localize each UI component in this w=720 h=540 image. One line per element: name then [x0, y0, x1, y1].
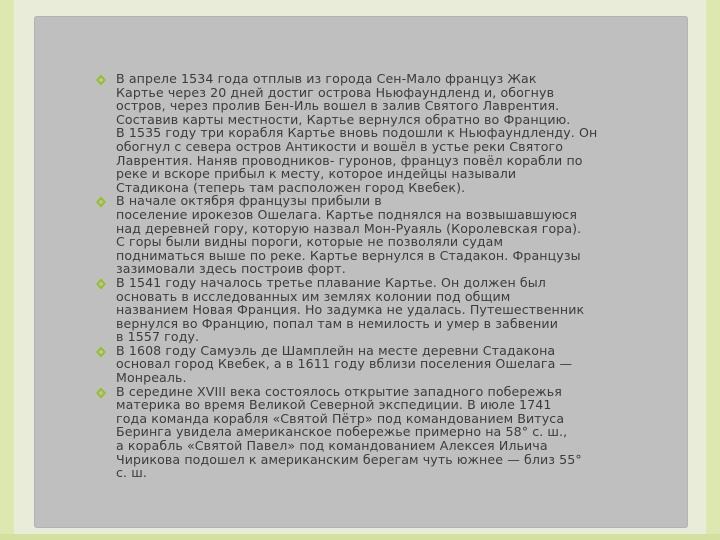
diamond-bullet-icon — [94, 277, 108, 291]
list-item-text: В середине XVIII века состоялось открытие западного побережья материка во время Великой Северной экспедиции. В июле 1741 года команда корабля «Святой Пётр» под командованием Витуса Беринга увидела американское побережье примерно на 58° с. ш., а корабль «Святой Павел» под командованием Алексея Ильича Чирикова подошел к американским берегам чуть южнее — близ 55° с. ш. — [116, 383, 582, 481]
list-item — [84, 276, 614, 344]
list-item — [84, 194, 614, 276]
left-decorative-band — [0, 0, 14, 540]
diamond-bullet-icon — [94, 73, 108, 87]
list-item-text: В 1541 году началось третье плавание Картье. Он должен был основать в исследованных им землях колонии под общим названием Новая Франция. Но задумка не удалась. Путешественник вернулся во Францию, попал там в немилость и умер в забвении в 1557 году. — [116, 274, 585, 345]
bottom-decorative-band — [0, 534, 720, 540]
list-item — [84, 344, 614, 385]
list-item — [84, 72, 614, 194]
right-decorative-band — [706, 0, 720, 540]
list-item-text: В апреле 1534 года отплыв из города Сен-Мало француз Жак Картье через 20 дней достиг острова Ньюфаундленд и, обогнув остров, через пролив Бен-Иль вошел в залив Святого Лаврентия. Составив карты местности, Картье вернулся обратно во Францию. В 1535 году три корабля Картье вновь подошли к Ньюфаундленду. Он обогнул с севера остров Антикости и вошёл в устье реки Святого Лаврентия. Наняв проводников- гуронов, француз повёл корабли по реке и вскоре прибыл к месту, которое индейцы называли Стадикона (теперь там расположен город Квебек). — [116, 71, 598, 195]
bullet-list — [84, 72, 614, 480]
diamond-bullet-icon — [94, 195, 108, 209]
list-item-text: В 1608 году Самуэль де Шамплейн на месте деревни Стадакона основал город Квебек, а в 1611 году вблизи поселения Ошелага — Монреаль. — [116, 342, 573, 386]
diamond-bullet-icon — [94, 386, 108, 400]
diamond-bullet-icon — [94, 345, 108, 359]
list-item-text: В начале октября французы прибыли в поселение ирокезов Ошелага. Картье поднялся на возвышавшуюся над деревней гору, которую назвал Мон-Руаяль (Королевская гора). С горы были видны пороги, которые не позволяли судам подниматься выше по реке. Картье вернулся в Стадакон. Французы зазимовали здесь построив форт. — [116, 193, 582, 277]
list-item — [84, 385, 614, 480]
